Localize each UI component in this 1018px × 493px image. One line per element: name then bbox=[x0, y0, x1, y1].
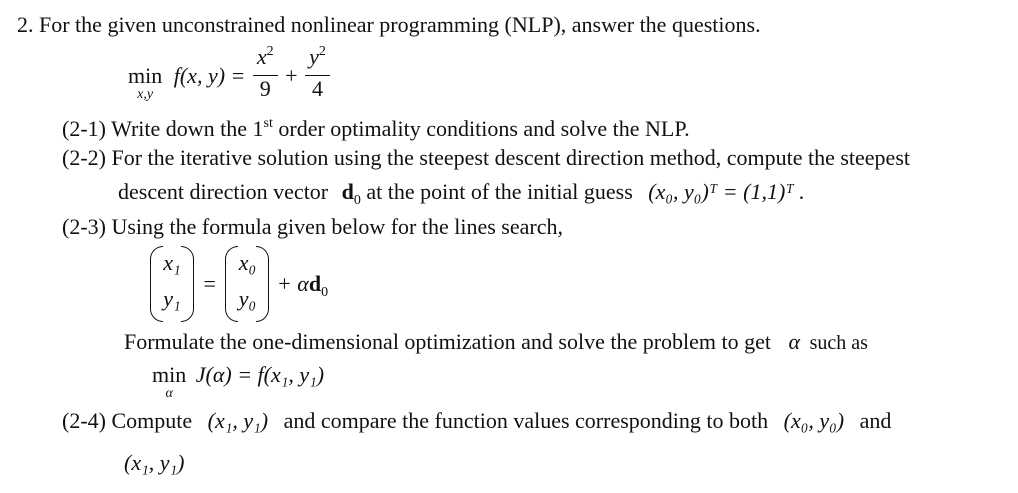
min-label: min bbox=[128, 63, 163, 88]
q24-text-start: (2-4) Compute bbox=[62, 408, 193, 433]
question-2-2-line1: (2-2) For the iterative solution using the steepest descent direction method, compute the steepest bbox=[62, 145, 910, 170]
d-subscript: 0 bbox=[321, 285, 329, 300]
min-operator bbox=[128, 63, 162, 101]
formulate-text: Formulate the one-dimensional optimization and solve the problem to get bbox=[124, 329, 772, 354]
min-alpha-label: min bbox=[152, 362, 187, 387]
vector2-bottom: y₀ bbox=[238, 286, 257, 311]
point-x1-y1: (x₁, y₁) bbox=[207, 408, 269, 433]
vector1-bottom: y₁ bbox=[163, 286, 181, 311]
fraction-y bbox=[305, 44, 330, 102]
frac2-denominator: 4 bbox=[311, 76, 323, 101]
q22-text-mid: at the point of the initial guess bbox=[366, 179, 633, 204]
min-subscript: x,y bbox=[137, 87, 154, 102]
equals-sign: = bbox=[203, 271, 216, 296]
min-alpha-subscript: α bbox=[165, 386, 173, 401]
direction-vector-symbol: d bbox=[341, 179, 354, 204]
objective-lhs: f(x, y) = bbox=[173, 63, 246, 88]
frac2-exponent: 2 bbox=[318, 44, 326, 59]
one-dim-objective bbox=[152, 362, 324, 400]
frac1-exponent: 2 bbox=[266, 44, 274, 59]
frac1-numerator: x bbox=[256, 44, 267, 69]
vector1-top: x₁ bbox=[163, 250, 181, 275]
plus-sign: + bbox=[285, 63, 298, 88]
plus-alpha: + α bbox=[276, 271, 309, 296]
question-2-3-formulate bbox=[124, 329, 868, 355]
such-as-text: such as bbox=[809, 332, 868, 354]
j-alpha-expression: J(α) = f(x₁, y₁) bbox=[195, 362, 325, 387]
vector-x0-y0 bbox=[225, 246, 269, 322]
q21-superscript: st bbox=[263, 116, 273, 131]
problem-heading: 2. For the given unconstrained nonlinear programming (NLP), answer the questions. bbox=[17, 12, 761, 37]
point-x1-y1-second: (x₁, y₁) bbox=[124, 450, 185, 475]
question-2-1 bbox=[62, 116, 690, 142]
question-2-2-line2 bbox=[118, 179, 805, 208]
alpha-d0-term bbox=[276, 271, 329, 300]
objective-function bbox=[128, 44, 332, 102]
point-x0-y0: (x₀, y₀) bbox=[783, 408, 845, 433]
initial-guess-expression: (x₀, y₀)ᵀ = (1,1)ᵀ . bbox=[648, 179, 805, 204]
min-alpha-operator bbox=[152, 362, 186, 400]
direction-vector-subscript: 0 bbox=[353, 193, 361, 208]
q21-text-end: order optimality conditions and solve the NLP. bbox=[272, 116, 690, 141]
question-2-4-line1 bbox=[62, 408, 891, 434]
q22-text-start: descent direction vector bbox=[118, 179, 329, 204]
vector-x1-y1 bbox=[150, 246, 194, 322]
line-search-formula bbox=[150, 246, 328, 322]
q21-text-start: (2-1) Write down the 1 bbox=[62, 116, 264, 141]
alpha-symbol: α bbox=[788, 329, 801, 354]
frac1-denominator: 9 bbox=[259, 76, 271, 101]
fraction-x bbox=[253, 44, 278, 102]
question-2-3-line1: (2-3) Using the formula given below for the lines search, bbox=[62, 214, 563, 239]
q24-and: and bbox=[859, 408, 892, 433]
vector2-top: x₀ bbox=[238, 250, 257, 275]
frac2-numerator: y bbox=[309, 44, 319, 69]
q24-text-mid: and compare the function values corresponding to both bbox=[283, 408, 769, 433]
d-symbol: d bbox=[308, 271, 322, 296]
question-2-4-line2 bbox=[124, 450, 184, 476]
